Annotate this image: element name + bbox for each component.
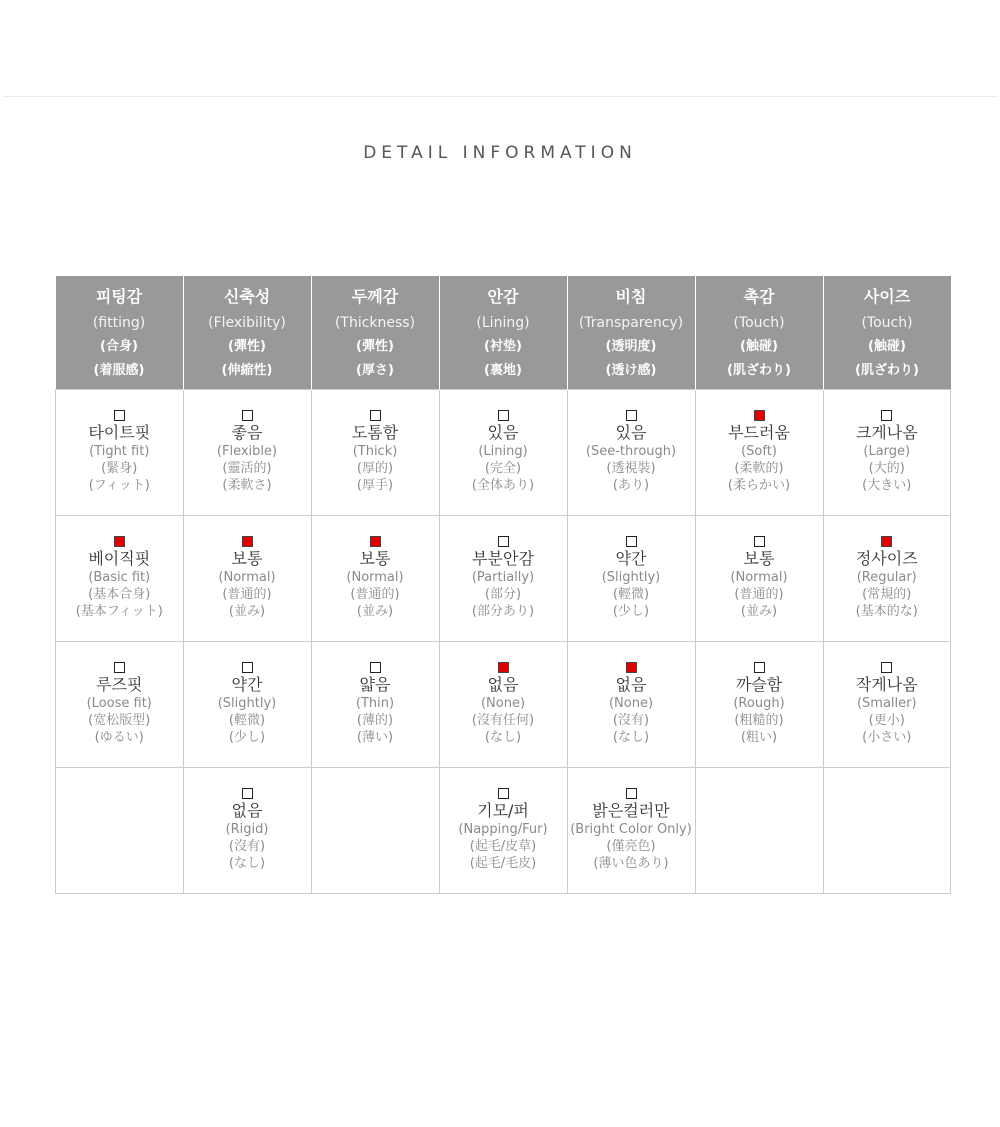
option-label-cn: (柔軟的) (734, 461, 784, 476)
option-label-en: (Flexible) (216, 444, 278, 459)
option-label-ko: 좋음 (231, 423, 263, 442)
unchecked-box-icon (754, 662, 765, 673)
table-row (56, 768, 951, 894)
option-label-ko: 베이직핏 (88, 549, 151, 568)
option (824, 516, 951, 620)
option-label-ko: 타이트핏 (88, 423, 151, 442)
table-cell (823, 516, 951, 642)
option (696, 516, 823, 620)
option-label-cn: (更小) (868, 713, 905, 728)
option-label-en: (Partially) (471, 570, 535, 585)
column-header-jp: (肌ざわり) (727, 363, 791, 378)
option-label-ko: 부분안감 (472, 549, 534, 568)
option-label-cn: (僅亮色) (606, 839, 656, 854)
unchecked-box-icon (881, 410, 892, 421)
table-cell (439, 390, 567, 516)
option (696, 642, 823, 746)
column-header-jp: (厚さ) (356, 363, 394, 378)
column-header-en: (Thickness) (334, 315, 416, 331)
unchecked-box-icon (242, 788, 253, 799)
option (56, 390, 183, 494)
option (568, 768, 695, 872)
option-label-ko: 보통 (231, 549, 263, 568)
option-label-ko: 있음 (487, 423, 519, 442)
unchecked-box-icon (498, 788, 509, 799)
table-cell (695, 516, 823, 642)
option-label-ko: 크게나옴 (855, 423, 918, 442)
option-label-ko: 기모/퍼 (477, 801, 529, 820)
option-label-en: (Slightly) (601, 570, 661, 585)
column-header-jp: (透け感) (605, 363, 657, 378)
table-body (56, 390, 951, 894)
option-label-jp: (柔らかい) (727, 478, 791, 493)
option (568, 516, 695, 620)
option (184, 390, 311, 494)
option-label-cn: (基本合身) (88, 587, 151, 602)
option-label-jp: (薄い色あり) (593, 856, 669, 871)
option-label-en: (Regular) (856, 570, 917, 585)
column-header-cn: (彈性) (228, 339, 266, 354)
table-cell (439, 516, 567, 642)
option-label-en: (Napping/Fur) (458, 822, 548, 837)
option-label-cn: (粗糙的) (734, 713, 784, 728)
option-label-ko: 부드러움 (728, 423, 790, 442)
column-header-ko: 두께감 (351, 287, 399, 306)
option (568, 390, 695, 494)
unchecked-box-icon (498, 536, 509, 547)
table-cell (567, 642, 695, 768)
option-label-jp: (小さい) (862, 730, 912, 745)
option-label-jp: (並み) (228, 604, 266, 619)
option-label-ko: 없음 (487, 675, 519, 694)
table-cell (56, 516, 184, 642)
option-label-en: (Thick) (352, 444, 398, 459)
option (440, 768, 567, 872)
header-row (56, 276, 951, 390)
option-label-en: (Rigid) (225, 822, 269, 837)
table-cell (439, 768, 567, 894)
unchecked-box-icon (242, 662, 253, 673)
option (56, 516, 183, 620)
option (824, 390, 951, 494)
option-label-cn: (輕微) (228, 713, 266, 728)
column-header-cn: (彈性) (356, 339, 394, 354)
option-label-en: (Bright Color Only) (570, 822, 692, 837)
option-label-cn: (薄的) (356, 713, 394, 728)
option-label-en: (None) (480, 696, 526, 711)
option (312, 390, 439, 494)
option (56, 642, 183, 746)
unchecked-box-icon (114, 410, 125, 421)
option-label-jp: (基本フィット) (75, 604, 163, 619)
option-label-jp: (大きい) (862, 478, 912, 493)
table-cell (311, 768, 439, 894)
option-label-ko: 얇음 (359, 675, 391, 694)
column-header-cn: (触碰) (868, 339, 906, 354)
table-row (56, 642, 951, 768)
table-cell (567, 768, 695, 894)
top-divider (3, 96, 998, 97)
table-cell (311, 390, 439, 516)
column-header (56, 276, 184, 390)
table-cell (183, 642, 311, 768)
option-label-ko: 보통 (359, 549, 391, 568)
option-label-jp: (並み) (740, 604, 778, 619)
table-cell (311, 642, 439, 768)
option-label-cn: (透視裝) (606, 461, 656, 476)
option-label-cn: (沒有) (228, 839, 266, 854)
option-label-en: (Smaller) (856, 696, 917, 711)
option (184, 642, 311, 746)
column-header-en: (Flexibility) (208, 315, 286, 331)
option-label-jp: (薄い) (356, 730, 394, 745)
table-cell (183, 768, 311, 894)
option-label-cn: (部分) (484, 587, 522, 602)
checked-box-icon (242, 536, 253, 547)
option-label-cn: (完全) (484, 461, 522, 476)
option-label-ko: 없음 (231, 801, 263, 820)
option-label-ko: 작게나옴 (855, 675, 918, 694)
table-cell (56, 642, 184, 768)
option-label-en: (Normal) (730, 570, 788, 585)
option-label-en: (Soft) (741, 444, 777, 459)
table-cell (311, 516, 439, 642)
unchecked-box-icon (114, 662, 125, 673)
option-label-jp: (並み) (356, 604, 394, 619)
option-label-en: (None) (608, 696, 654, 711)
option-label-jp: (部分あり) (471, 604, 535, 619)
option-label-ko: 정사이즈 (855, 549, 918, 568)
option (312, 516, 439, 620)
option-label-jp: (粗い) (740, 730, 778, 745)
option-label-cn: (沒有任何) (471, 713, 535, 728)
checked-box-icon (754, 410, 765, 421)
column-header-ko: 비침 (615, 287, 647, 306)
option-label-ko: 없음 (615, 675, 647, 694)
table-cell (56, 390, 184, 516)
column-header-jp: (肌ざわり) (855, 363, 919, 378)
option-label-cn: (輕微) (612, 587, 650, 602)
option-label-cn: (厚的) (356, 461, 394, 476)
option-label-cn: (普通的) (222, 587, 272, 602)
option-label-en: (Large) (863, 444, 911, 459)
column-header-en: (Touch) (733, 315, 785, 331)
option (312, 642, 439, 746)
table-cell (695, 642, 823, 768)
unchecked-box-icon (626, 410, 637, 421)
checked-box-icon (498, 662, 509, 673)
option-label-ko: 루즈핏 (96, 675, 143, 694)
option-label-jp: (なし) (484, 730, 522, 745)
column-header-ko: 신축성 (223, 287, 271, 306)
option-label-en: (Slightly) (217, 696, 277, 711)
unchecked-box-icon (881, 662, 892, 673)
table-cell (823, 390, 951, 516)
column-header-cn: (合身) (100, 339, 138, 354)
table-cell (695, 390, 823, 516)
column-header-en: (Transparency) (578, 315, 684, 331)
table-row (56, 390, 951, 516)
option-label-en: (Tight fit) (89, 444, 150, 459)
column-header-cn: (透明度) (605, 339, 657, 354)
column-header-en: (Touch) (861, 315, 913, 331)
unchecked-box-icon (498, 410, 509, 421)
table-row (56, 516, 951, 642)
column-header (823, 276, 951, 390)
option-label-en: (Loose fit) (86, 696, 152, 711)
option-label-jp: (少し) (228, 730, 266, 745)
option-label-en: (Rough) (733, 696, 785, 711)
option (696, 390, 823, 494)
option (440, 642, 567, 746)
column-header (183, 276, 311, 390)
column-header-cn: (触碰) (740, 339, 778, 354)
column-header-en: (Lining) (476, 315, 530, 331)
option (440, 516, 567, 620)
option (568, 642, 695, 746)
option-label-cn: (靈活的) (222, 461, 272, 476)
option-label-jp: (ゆるい) (94, 730, 144, 745)
column-header (311, 276, 439, 390)
option-label-ko: 도톰함 (351, 423, 399, 442)
column-header (439, 276, 567, 390)
option-label-en: (Normal) (218, 570, 276, 585)
option-label-en: (Normal) (346, 570, 404, 585)
option (184, 516, 311, 620)
table-cell (183, 516, 311, 642)
checked-box-icon (370, 536, 381, 547)
table-cell (567, 516, 695, 642)
option-label-jp: (なし) (612, 730, 650, 745)
detail-table (55, 276, 951, 894)
option (440, 390, 567, 494)
option-label-ko: 까슬함 (735, 675, 783, 694)
table-cell (695, 768, 823, 894)
option-label-ko: 보통 (743, 549, 775, 568)
option-label-jp: (あり) (612, 478, 650, 493)
column-header-jp: (着服感) (93, 363, 145, 378)
option-label-jp: (起毛/毛皮) (469, 856, 537, 871)
option-label-jp: (フィット) (88, 478, 150, 493)
option-label-jp: (少し) (612, 604, 650, 619)
option-label-jp: (柔軟さ) (222, 478, 272, 493)
option-label-jp: (厚手) (356, 478, 394, 493)
unchecked-box-icon (370, 662, 381, 673)
column-header-ko: 피팅감 (95, 287, 143, 306)
table-cell (823, 642, 951, 768)
option-label-cn: (常規的) (862, 587, 912, 602)
unchecked-box-icon (370, 410, 381, 421)
column-header-cn: (衬垫) (484, 339, 522, 354)
option-label-jp: (なし) (228, 856, 266, 871)
column-header-ko: 촉감 (743, 287, 775, 306)
option-label-en: (Thin) (355, 696, 395, 711)
table-cell (567, 390, 695, 516)
option-label-cn: (宽松版型) (88, 713, 151, 728)
column-header-en: (fitting) (92, 315, 146, 331)
unchecked-box-icon (754, 536, 765, 547)
option-label-jp: (基本的な) (855, 604, 918, 619)
option-label-cn: (普通的) (734, 587, 784, 602)
column-header-ko: 사이즈 (863, 287, 911, 306)
option-label-ko: 약간 (615, 549, 647, 568)
table-cell (56, 768, 184, 894)
checked-box-icon (626, 662, 637, 673)
option-label-en: (Lining) (478, 444, 528, 459)
option-label-cn: (緊身) (101, 461, 138, 476)
unchecked-box-icon (242, 410, 253, 421)
table-cell (823, 768, 951, 894)
option-label-en: (See-through) (585, 444, 677, 459)
table-cell (183, 390, 311, 516)
option-label-ko: 밝은컬러만 (592, 801, 670, 820)
column-header-ko: 안감 (487, 287, 519, 306)
option-label-cn: (普通的) (350, 587, 400, 602)
option-label-cn: (起毛/皮草) (469, 839, 537, 854)
unchecked-box-icon (626, 536, 637, 547)
option (824, 642, 951, 746)
unchecked-box-icon (626, 788, 637, 799)
option-label-cn: (沒有) (612, 713, 650, 728)
column-header-jp: (裏地) (484, 363, 522, 378)
option (184, 768, 311, 872)
option-label-ko: 있음 (615, 423, 647, 442)
detail-table-wrapper (55, 276, 944, 894)
option-label-en: (Basic fit) (88, 570, 151, 585)
option-label-jp: (全体あり) (471, 478, 535, 493)
column-header (695, 276, 823, 390)
table-cell (439, 642, 567, 768)
column-header-jp: (伸縮性) (221, 363, 273, 378)
page-title: DETAIL INFORMATION (363, 143, 637, 163)
option-label-ko: 약간 (231, 675, 263, 694)
column-header (567, 276, 695, 390)
option-label-cn: (大的) (868, 461, 905, 476)
checked-box-icon (881, 536, 892, 547)
checked-box-icon (114, 536, 125, 547)
